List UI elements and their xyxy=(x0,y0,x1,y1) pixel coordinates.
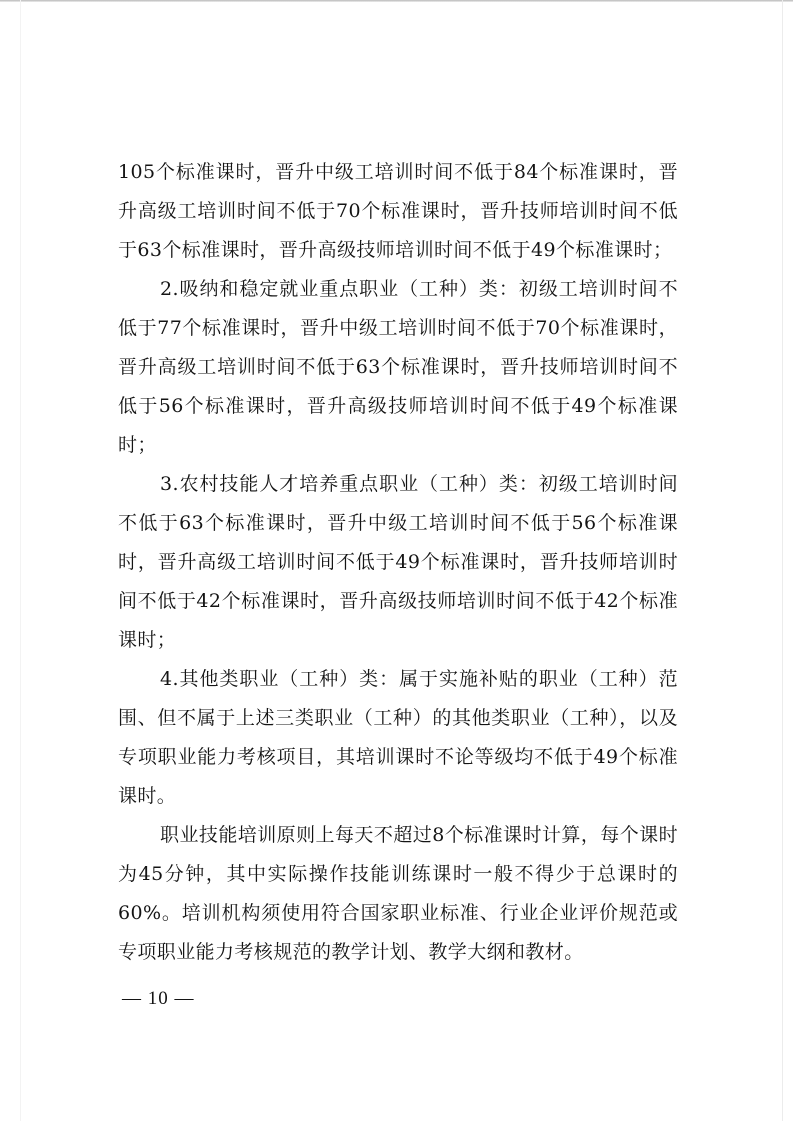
paragraph-item-4: 4.其他类职业（工种）类：属于实施补贴的职业（工种）范围、但不属于上述三类职业（工种）的其他类职业（工种），以及专项职业能力考核项目，其培训课时不论等级均不低于49个标准课时。 xyxy=(118,668,678,807)
page-number: — 10 — xyxy=(122,988,195,1009)
scan-edge-right xyxy=(782,0,783,1121)
scan-edge-top xyxy=(0,0,793,2)
document-body xyxy=(118,153,678,972)
scan-edge-left xyxy=(20,0,21,1121)
paragraph-continuation: 105个标准课时，晋升中级工培训时间不低于84个标准课时，晋升高级工培训时间不低于70个标准课时，晋升技师培训时间不低于63个标准课时，晋升高级技师培训时间不低于49个标准课时； xyxy=(118,161,678,261)
paragraph-item-2: 2.吸纳和稳定就业重点职业（工种）类：初级工培训时间不低于77个标准课时，晋升中级工培训时间不低于70个标准课时，晋升高级工培训时间不低于63个标准课时，晋升技师培训时间不低于56个标准课时，晋升高级技师培训时间不低于49个标准课时； xyxy=(118,278,678,456)
paragraph-training-rules: 职业技能培训原则上每天不超过8个标准课时计算，每个课时为45分钟，其中实际操作技能训练课时一般不得少于总课时的60%。培训机构须使用符合国家职业标准、行业企业评价规范或专项职业能力考核规范的教学计划、教学大纲和教材。 xyxy=(118,824,678,963)
paragraph-item-3: 3.农村技能人才培养重点职业（工种）类：初级工培训时间不低于63个标准课时，晋升中级工培训时间不低于56个标准课时，晋升高级工培训时间不低于49个标准课时，晋升技师培训时间不低于42个标准课时，晋升高级技师培训时间不低于42个标准课时； xyxy=(118,473,678,651)
